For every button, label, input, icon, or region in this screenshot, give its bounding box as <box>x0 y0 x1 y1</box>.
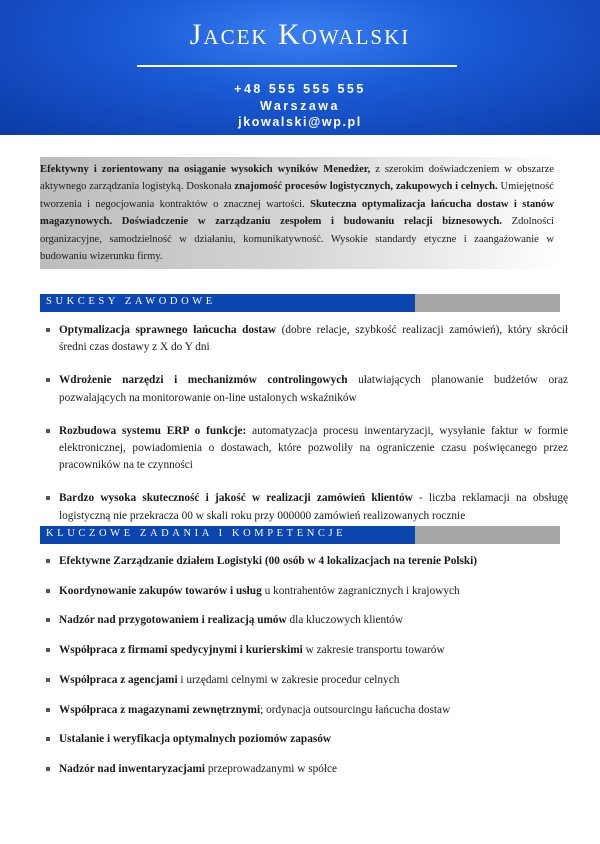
item-bold: Koordynowanie zakupów towarów i usług <box>59 584 262 597</box>
item-bold: Współpraca z firmami spedycyjnymi i kurierskimi <box>59 644 303 657</box>
city: Warszawa <box>260 99 340 113</box>
item-bold: Współpraca z agencjami <box>59 673 178 686</box>
item-bold: Ustalanie i weryfikacja optymalnych poziomów zapasów <box>59 733 332 746</box>
square-bullet-icon <box>46 678 50 682</box>
list-item <box>43 490 568 524</box>
square-bullet-icon <box>46 378 50 382</box>
list-item <box>43 672 568 689</box>
square-bullet-icon <box>46 496 50 500</box>
square-bullet-icon <box>46 648 50 652</box>
item-text: (dobre relacje, szybkość realizacji zamówień), który skrócił średni czas dostawy z X do Y dni <box>59 324 568 354</box>
header-divider <box>137 65 457 67</box>
square-bullet-icon <box>46 708 50 712</box>
square-bullet-icon <box>46 429 50 433</box>
section-header-sukcesy <box>40 294 560 312</box>
list-item <box>43 642 568 659</box>
item-bold: Nadzór nad przygotowaniem i realizacją umów <box>59 614 287 627</box>
section-header-kompetencje <box>40 526 560 544</box>
item-bold: Optymalizacja sprawnego łańcucha dostaw <box>59 324 276 336</box>
item-bold: Współpraca z magazynami zewnętrznymi <box>59 703 261 716</box>
item-text: u kontrahentów zagranicznych i krajowych <box>261 584 460 597</box>
candidate-name: Jacek Kowalski <box>189 18 411 51</box>
summary-part: Efektywny i zorientowany na osiąganie wysokich wyników Menedżer, <box>40 164 371 175</box>
item-text: ; ordynacja outsourcingu łańcucha dostaw <box>260 703 451 716</box>
summary-part: Skuteczna optymalizacja łańcucha dostaw i stanów magazynowych. Doświadczenie w zarządzaniu zespołem i budowaniu relacji biznesowych. <box>40 198 554 228</box>
email-address: jkowalski@wp.pl <box>238 115 362 129</box>
list-item <box>43 702 568 719</box>
profile-summary <box>40 157 560 269</box>
square-bullet-icon <box>46 559 50 563</box>
list-item <box>43 731 568 748</box>
phone-number: +48 555 555 555 <box>234 82 366 96</box>
list-item <box>43 372 568 406</box>
item-text: dla kluczowych klientów <box>286 614 404 627</box>
section-bar-grey <box>415 526 560 544</box>
item-text: w zakresie transportu towarów <box>302 644 445 657</box>
item-text: i urzędami celnymi w zakresie procedur celnych <box>177 673 400 686</box>
list-item <box>43 612 568 629</box>
section-title: SUKCESY ZAWODOWE <box>46 296 216 307</box>
list-item <box>43 423 568 475</box>
square-bullet-icon <box>46 737 50 741</box>
competencies-list <box>43 553 568 791</box>
square-bullet-icon <box>46 328 50 332</box>
item-bold: Efektywne Zarządzanie działem Logistyki (00 osób w 4 lokalizacjach na terenie Polski) <box>59 555 478 567</box>
item-bold: Nadzór nad inwentaryzacjami <box>59 762 206 775</box>
list-item <box>43 322 568 356</box>
summary-part: Umiejętność tworzenia i negocjowania kontraktów o znacznej wartości. <box>40 181 554 210</box>
square-bullet-icon <box>46 618 50 622</box>
resume-header <box>0 0 600 135</box>
item-bold: Bardzo wysoka skuteczność i jakość w realizacji zamówień klientów <box>59 492 413 505</box>
item-text: ułatwiających planowanie budżetów oraz pozwalających na monitorowanie on-line ustalonych wskaźników <box>59 374 568 404</box>
achievements-list <box>43 322 568 541</box>
summary-part: Zdolności organizacyjne, samodzielność w działaniu, komunikatywność. Wysokie standardy etyczne i zaangażowanie w budowaniu wizerunku firmy. <box>40 216 554 263</box>
item-text: - liczba reklamacji na obsługę logistyczną nie przekracza 00 w skali roku przy 000000 zamówień realizowanych rocznie <box>59 492 569 522</box>
square-bullet-icon <box>46 589 50 593</box>
list-item <box>43 553 568 570</box>
item-bold: Wdrożenie narzędzi i mechanizmów controlingowych <box>59 374 348 387</box>
list-item <box>43 761 568 778</box>
list-item <box>43 583 568 600</box>
summary-part: znajomość procesów logistycznych, zakupowych i celnych. <box>234 181 498 193</box>
section-bar-grey <box>415 294 560 312</box>
square-bullet-icon <box>46 767 50 771</box>
item-bold: Rozbudowa systemu ERP o funkcje: <box>59 424 247 437</box>
item-text: automatyzacja procesu inwentaryzacji, wysyłanie faktur w formie elektronicznej, powiadomienia o dostawach, które pozwoliły na ograniczenie czasu poświęcanego przez pracowników na te czynności <box>59 424 568 472</box>
summary-part: z szerokim doświadczeniem w obszarze aktywnego zarządzania logistyką. Doskonała <box>40 164 554 193</box>
section-title: KLUCZOWE ZADANIA I KOMPETENCJE <box>46 528 347 539</box>
item-text: przeprowadzanymi w spółce <box>205 762 338 775</box>
